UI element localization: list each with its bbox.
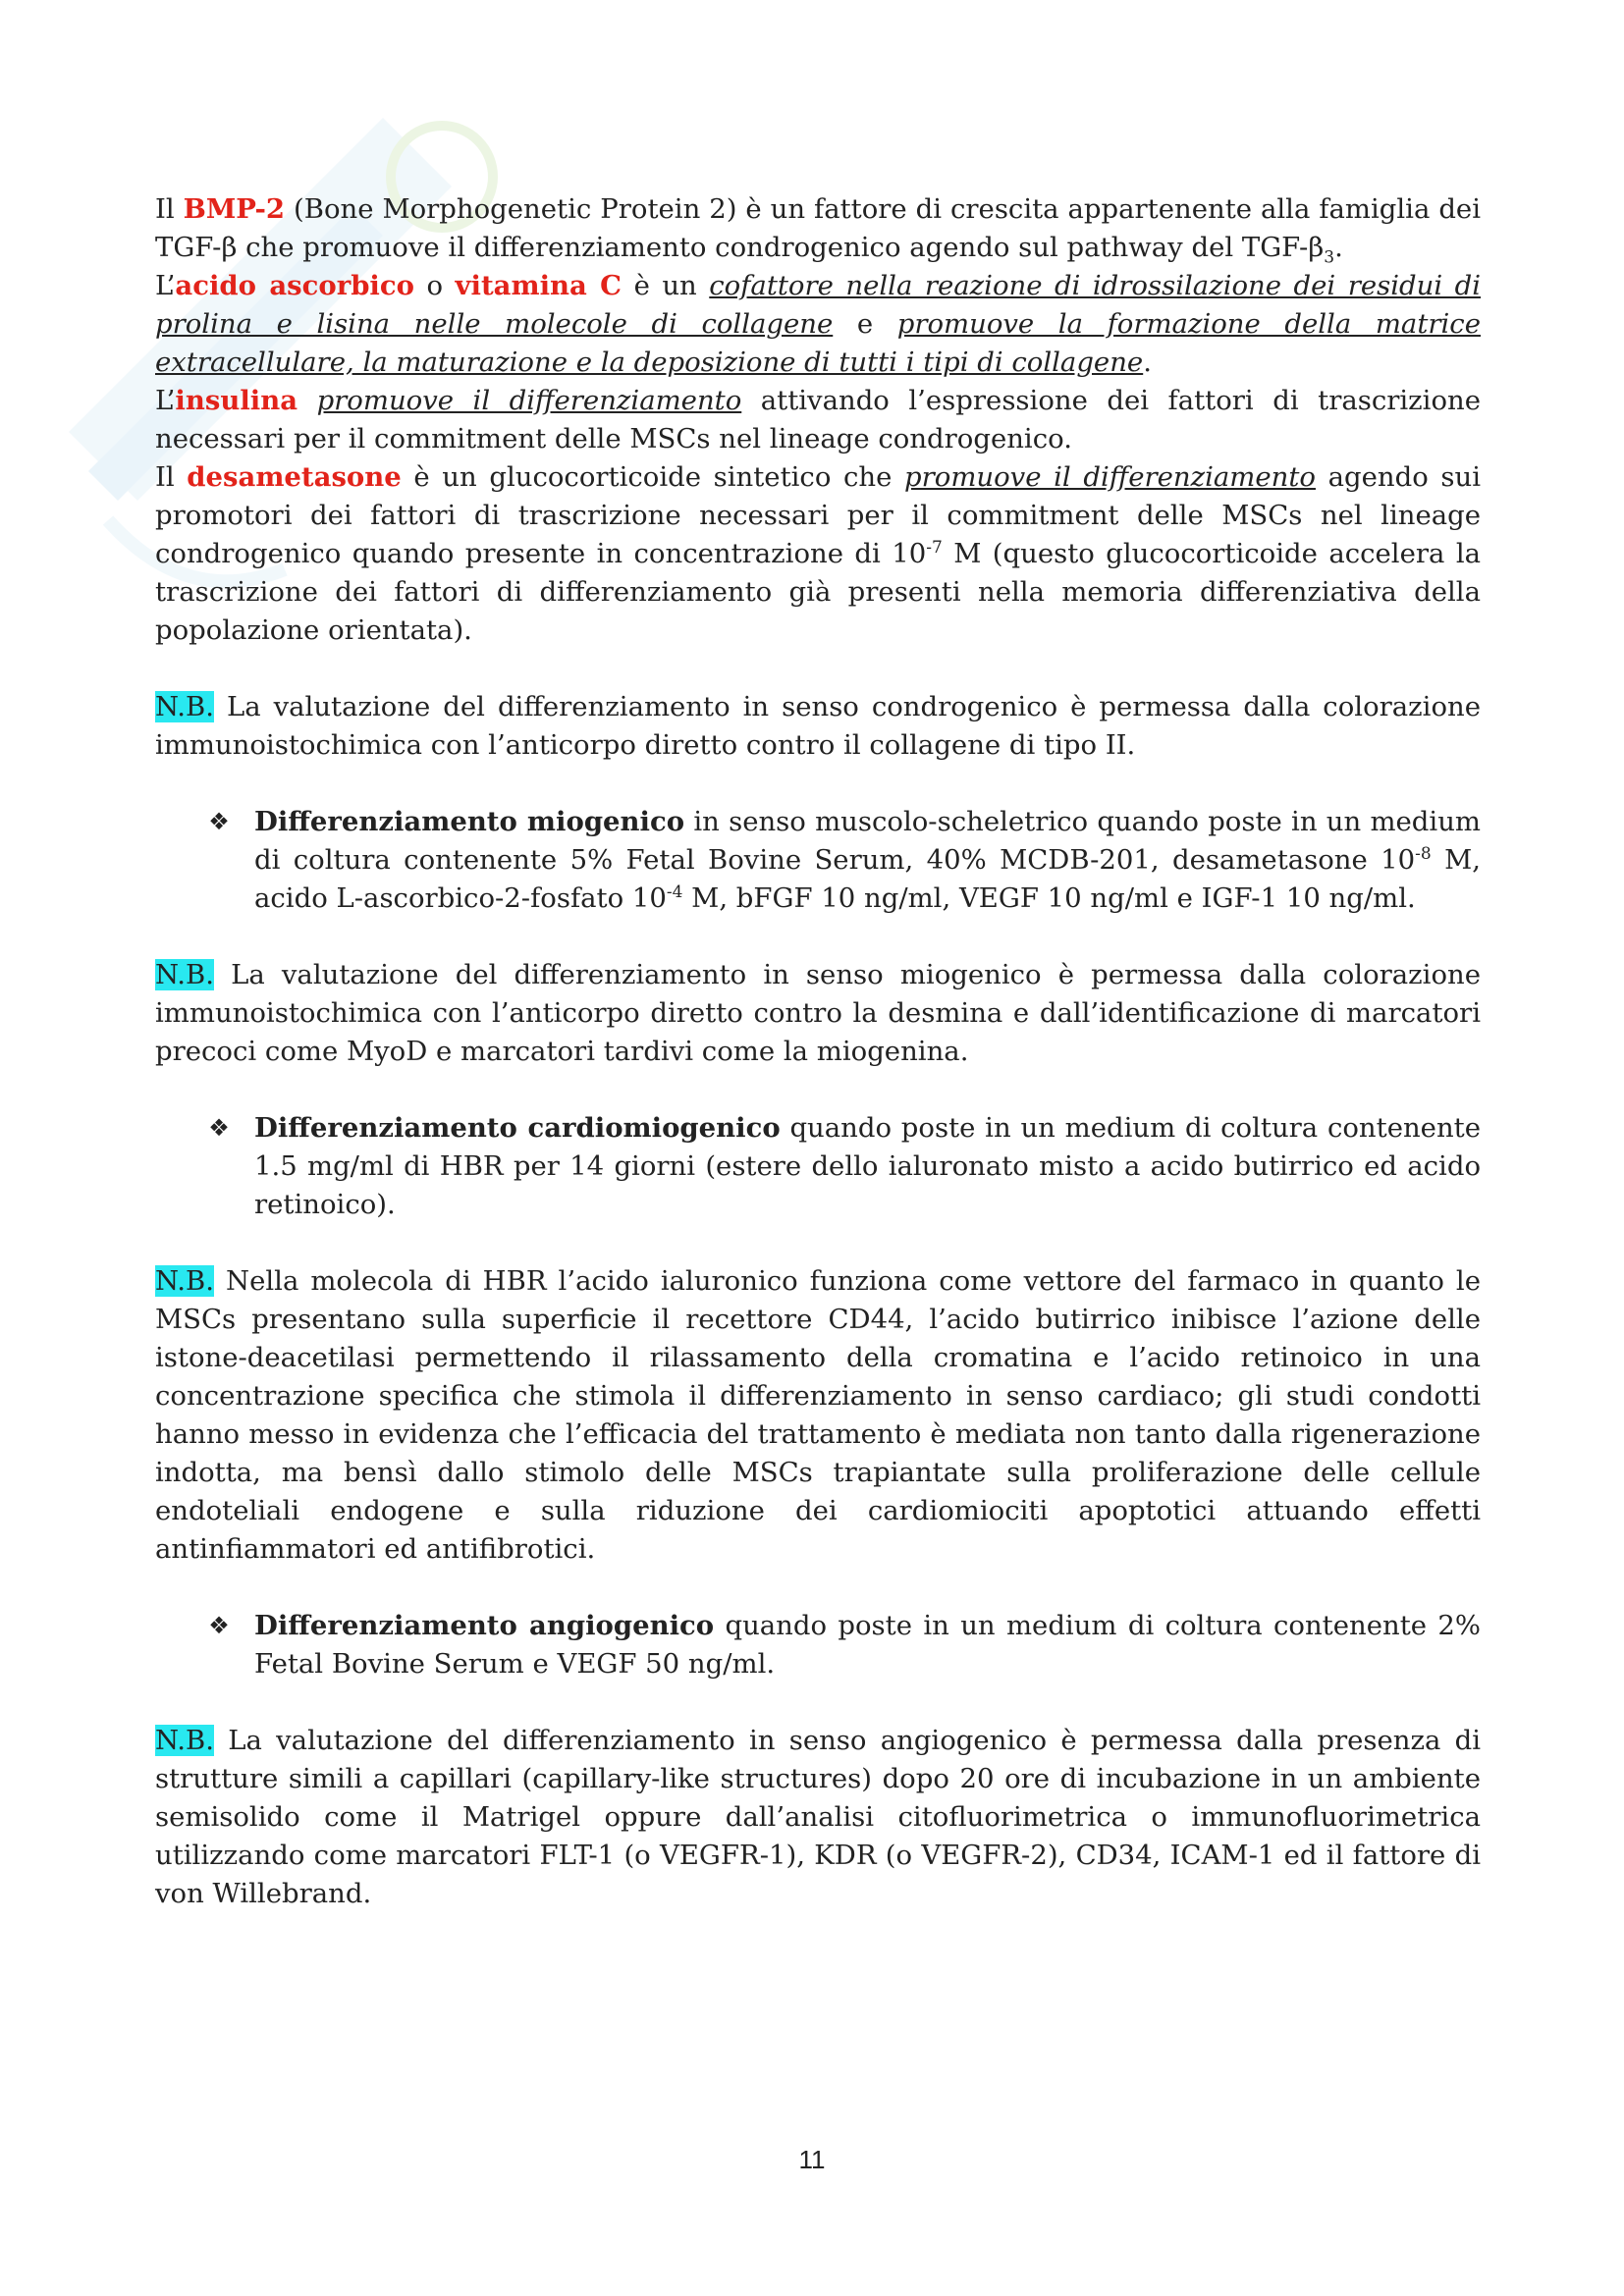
nb-label: N.B. [155, 1265, 214, 1297]
note-text: La valutazione del differenziamento in senso miogenico è permessa dalla colorazione immunoistochimica con l’anticorpo diretto contro la desmina e dall’identificazione di marcatori precoci come MyoD e marcatori tardivi come la miogenina. [155, 959, 1481, 1067]
myogenic-text-3: M, bFGF 10 ng/ml, VEGF 10 ng/ml e IGF-1 10 ng/ml. [682, 882, 1416, 914]
ascorbic-end: . [1143, 347, 1152, 378]
underlined-promotes-2: promuove il differenziamento [904, 461, 1316, 493]
cardio-text: quando poste in un medium di coltura contenente 1.5 mg/ml di HBR per 14 giorni (estere dello ialuronato misto a acido butirrico ed acido retinoico). [254, 1112, 1481, 1220]
paragraph-ascorbic-acid [155, 267, 1481, 382]
term-ascorbic-acid: acido ascorbico [175, 270, 414, 301]
nb-label: N.B. [155, 959, 214, 990]
ascorbic-mid: o [413, 270, 456, 301]
dexa-text-3: M (questo glucocorticoide accelera la trascrizione dei fattori di differenziamento già presenti nella memoria differenziativa della popolazione orientata). [155, 538, 1482, 646]
paragraph-bmp2 [155, 190, 1481, 267]
note-chondrogenic [155, 688, 1481, 765]
insulin-space [298, 385, 317, 416]
list-item-angiogenic [155, 1607, 1481, 1683]
insulin-intro: L’ [155, 385, 176, 416]
underlined-promotes: promuove il differenziamento [316, 385, 742, 416]
ascorbic-intro: L’ [155, 270, 176, 301]
page-number: 11 [798, 2145, 826, 2174]
angio-text: quando poste in un medium di coltura contenente 2% Fetal Bovine Serum e VEGF 50 ng/ml. [254, 1610, 1481, 1680]
insulin-text: attivando l’espressione dei fattori di trascrizione necessari per il commitment delle MSCs nel lineage condrogenico. [155, 385, 1482, 454]
bmp-text: (Bone Morphogenetic Protein 2) è un fattore di crescita appartenente alla famiglia dei TGF-β che promuove il differenziamento condrogenico agendo sul pathway del TGF-β [155, 193, 1481, 263]
note-text: La valutazione del differenziamento in senso condrogenico è permessa dalla colorazione immunoistochimica con l’anticorpo diretto contro il collagene di tipo II. [155, 691, 1481, 761]
document-body [155, 190, 1481, 1913]
note-angiogenic [155, 1722, 1481, 1913]
paragraph-insulin [155, 382, 1481, 458]
note-text: Nella molecola di HBR l’acido ialuronico funziona come vettore del farmaco in quanto le MSCs presentano sulla superficie il recettore CD44, l’acido butirrico inibisce l’azione delle istone-deacetilasi permettendo il rilassamento della cromatina e l’acido retinoico in una concentrazione specifica che stimola il differenziamento in senso cardiaco; gli studi condotti hanno messo in evidenza che l’efficacia del trattamento è mediata non tanto dalla rigenerazione indotta, ma bensì dallo stimolo delle MSCs trapiantate sulla proliferazione delle cellule endoteliali endogene e sulla riduzione dei cardiomiociti apoptotici attuando effetti antinfiammatori ed antifibrotici. [155, 1265, 1481, 1565]
term-dexamethasone: desametasone [187, 461, 402, 493]
ascorbic-text: è un [622, 270, 710, 301]
myogenic-exponent-2: -4 [666, 881, 683, 902]
diamond-bullet-icon: ❖ [208, 1612, 230, 1639]
dexa-text-2: agendo sui promotori dei fattori di trascrizione necessari per il commitment delle MSCs nel lineage condrogenico quando presente in concentrazione di 10 [155, 461, 1482, 569]
dexa-text: è un glucocorticoide sintetico che [401, 461, 905, 493]
bmp-intro: Il [155, 193, 184, 225]
note-cardiac [155, 1262, 1481, 1569]
diamond-bullet-icon: ❖ [208, 1114, 230, 1142]
term-vitamin-c: vitamina C [455, 270, 623, 301]
term-bmp2: BMP-2 [183, 193, 286, 225]
nb-label: N.B. [155, 691, 214, 722]
note-myogenic [155, 956, 1481, 1071]
bmp-subscript: 3 [1324, 247, 1335, 268]
myogenic-exponent-1: -8 [1415, 843, 1432, 864]
myogenic-text: in senso muscolo-scheletrico quando poste in un medium di coltura contenente 5% Fetal Bovine Serum, 40% MCDB-201, desametasone 10 [254, 806, 1481, 876]
dexa-intro: Il [155, 461, 188, 493]
heading-angiogenic: Differenziamento angiogenico [254, 1610, 715, 1641]
list-item-myogenic [155, 803, 1481, 918]
underlined-matrix: promuove la formazione della matrice extracellulare, la maturazione e la deposizione di tutti i tipi di collagene [155, 308, 1481, 378]
paragraph-dexamethasone [155, 458, 1481, 650]
ascorbic-conj: e [833, 308, 897, 340]
underlined-cofactor: cofattore nella reazione di idrossilazione dei residui di prolina e lisina nelle molecole di collagene [155, 270, 1482, 340]
nb-label: N.B. [155, 1725, 214, 1756]
dexa-exponent: -7 [926, 537, 943, 558]
heading-myogenic: Differenziamento miogenico [254, 806, 685, 837]
note-text: La valutazione del differenziamento in senso angiogenico è permessa dalla presenza di strutture simili a capillari (capillary-like structures) dopo 20 ore di incubazione in un ambiente semisolido come il Matrigel oppure dall’analisi citofluorimetrica o immunofluorimetrica utilizzando come marcatori FLT-1 (o VEGFR-1), KDR (o VEGFR-2), CD34, ICAM-1 ed il fattore di von Willebrand. [155, 1725, 1481, 1909]
bmp-text-end: . [1334, 232, 1343, 263]
heading-cardiomyogenic: Differenziamento cardiomiogenico [254, 1112, 781, 1144]
diamond-bullet-icon: ❖ [208, 808, 230, 835]
list-item-cardiomyogenic [155, 1109, 1481, 1224]
myogenic-text-2: M, acido L-ascorbico-2-fosfato 10 [254, 844, 1481, 914]
term-insulin: insulina [175, 385, 298, 416]
